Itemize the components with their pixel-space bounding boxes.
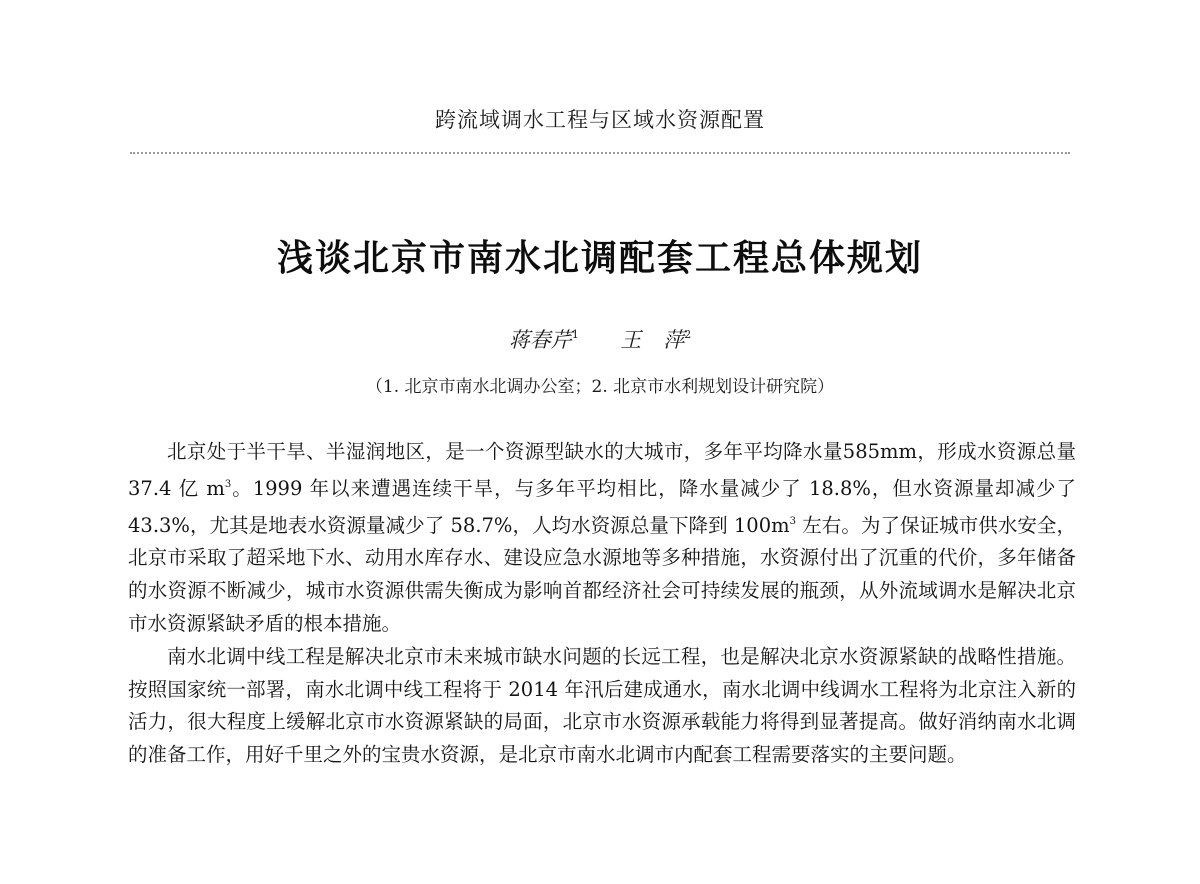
article-title: 浅谈北京市南水北调配套工程总体规划 — [276, 238, 923, 279]
paragraph-1-superscript-b: 3 — [789, 515, 796, 527]
author-1-mark: 1 — [571, 328, 579, 341]
running-header: 跨流域调水工程与区域水资源配置 — [435, 108, 765, 132]
affiliations: （1. 北京市南水北调办公室；2. 北京市水利规划设计研究院） — [365, 377, 835, 397]
article-body — [128, 436, 1076, 772]
paragraph-1 — [128, 436, 1076, 641]
paragraph-1-superscript-a: 3 — [224, 478, 232, 490]
paragraph-1-part-c: 左右。为了保证城市供水安全，北京市采取了超采地下水、动用水库存水、建设应急水源地等多种措施，水资源付出了沉重的代价，多年储备的水资源不断减少，城市水资源供需失衡成为影响首都经济社会可持续发展的瓶颈，从外流域调水是解决北京市水资源紧缺矛盾的根本措施。 — [128, 513, 1076, 635]
paragraph-2: 南水北调中线工程是解决北京市未来城市缺水问题的长远工程，也是解决北京水资源紧缺的战略性措施。按照国家统一部署，南水北调中线工程将于 2014 年汛后建成通水，南水北调中线调水工程将为北京注入新的活力，很大程度上缓解北京市水资源紧缺的局面，北京市水资源承载能力将得到显著提高。做好消纳南水北调的准备工作，用好千里之外的宝贵水资源，是北京市南水北调市内配套工程需要落实的主要问题。 — [128, 644, 1076, 767]
author-2-mark: 2 — [684, 328, 692, 341]
author-2-name-part2: 萍 — [663, 328, 685, 352]
authors-line — [0, 324, 1200, 354]
paragraph-1-part-b: 。1999 年以来遭遇连续干旱，与多年平均相比，降水量减少了 18.8%，但水资源量却减少了 43.3%，尤其是地表水资源量减少了 58.7%，人均水资源总量下降到 100m — [128, 476, 1076, 537]
header-rule — [130, 152, 1070, 154]
paragraph-1-part-a: 北京处于半干旱、半湿润地区，是一个资源型缺水的大城市，多年平均降水量585mm，形成水资源总量 37.4 亿 m — [128, 440, 1076, 500]
author-2-name-part1: 王 — [620, 328, 642, 352]
author-1-name: 蒋春芹 — [508, 328, 572, 352]
